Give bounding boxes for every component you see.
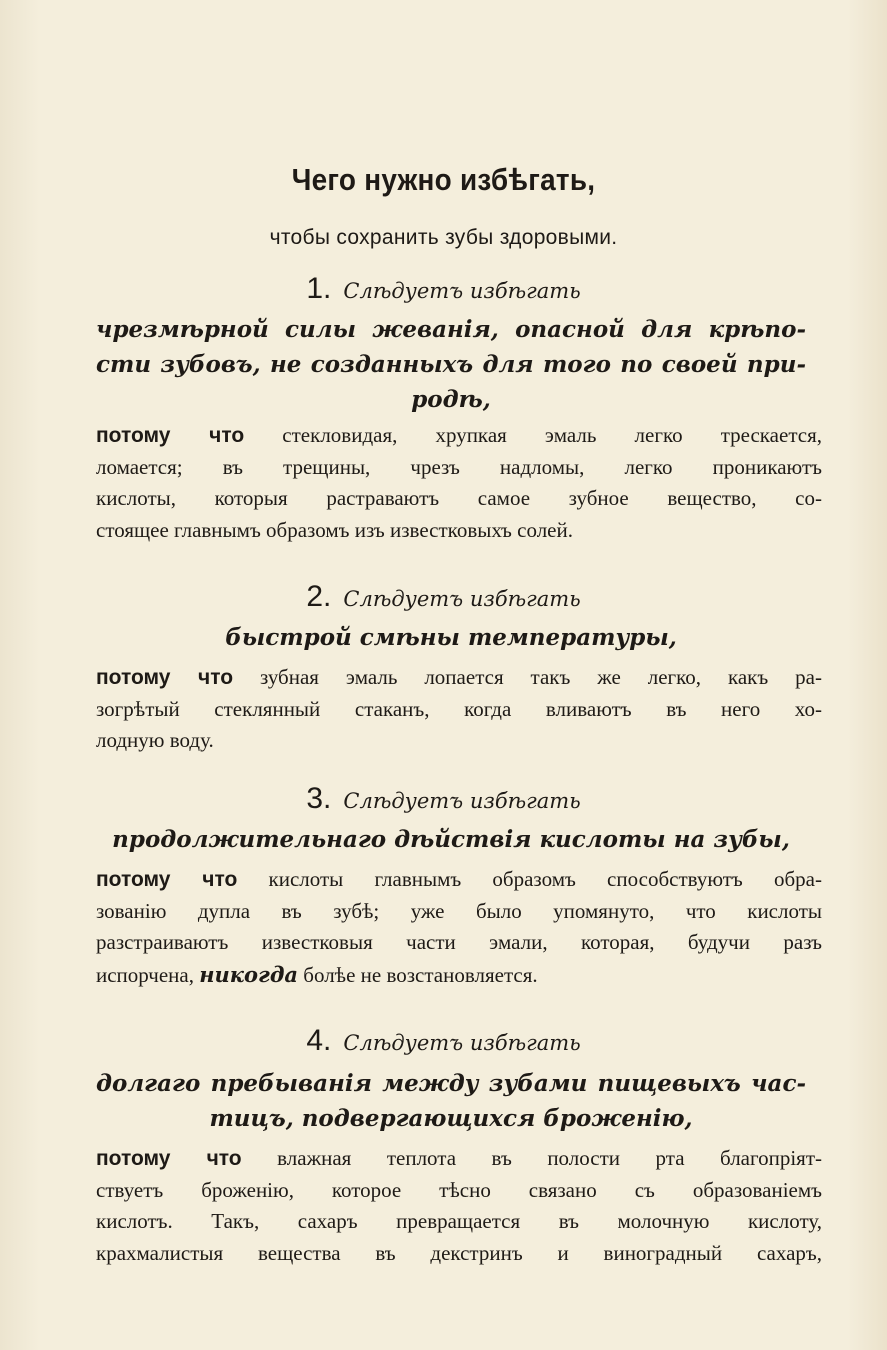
section-3-body — [96, 864, 822, 991]
section-2-heading — [96, 620, 806, 655]
section-3-header — [0, 782, 887, 816]
body-line — [96, 864, 822, 896]
section-lead: Слѣдуетъ избѣгать — [343, 1031, 581, 1055]
body-start: потому что — [96, 1147, 242, 1170]
emphasis-text: никогда — [199, 961, 299, 987]
section-number: 2. — [306, 580, 332, 613]
section-lead: Слѣдуетъ избѣгать — [343, 279, 581, 303]
body-line — [96, 959, 822, 992]
heading-line: быстрой смѣны температуры, — [225, 624, 677, 651]
section-4-heading — [96, 1066, 806, 1136]
section-lead: Слѣдуетъ избѣгать — [343, 789, 581, 813]
body-text: стекловидая, хрупкая эмаль легко трескается, — [244, 423, 822, 447]
body-line: ствуетъ броженію, которое тѣсно связано съ образованіемъ — [96, 1177, 822, 1202]
body-start: потому что — [96, 868, 238, 891]
heading-line: родѣ, — [411, 386, 491, 413]
heading-line: продолжительнаго дѣйствія кислоты на зубы, — [112, 826, 790, 853]
body-text: зубная эмаль лопается такъ же легко, какъ ра- — [233, 665, 822, 689]
body-line: лодную воду. — [96, 728, 214, 752]
section-number: 1. — [306, 272, 332, 305]
body-line: кислоты, которыя растрaваютъ самое зубное вещество, со- — [96, 486, 822, 510]
section-1-header — [0, 272, 887, 306]
section-2-header — [0, 580, 887, 614]
page-subtitle: чтобы сохранить зубы здоровыми. — [269, 226, 618, 249]
section-4-body — [96, 1143, 822, 1269]
section-number: 4. — [306, 1024, 332, 1057]
heading-line: тицъ, подвергающихся броженію, — [209, 1105, 693, 1132]
body-text: испорчена, — [96, 962, 200, 987]
section-1-body — [96, 420, 822, 546]
heading-line: долгаго пребыванія между зубами пищевыхъ час- — [96, 1070, 806, 1097]
body-start: потому что — [96, 666, 234, 689]
section-lead: Слѣдуетъ избѣгать — [343, 587, 581, 611]
section-3-heading — [96, 822, 806, 857]
heading-line: сти зубовъ, не созданныхъ для того по своей при- — [96, 351, 806, 378]
heading-line: чрезмѣрной силы жеванія, опасной для крѣпо- — [96, 316, 806, 343]
section-number: 3. — [306, 782, 332, 815]
body-start: потому что — [96, 424, 245, 447]
body-text: кислоты главнымъ образомъ способствуютъ обра- — [237, 867, 822, 891]
body-line: ломается; въ трещины, чрезъ надломы, легко проникаютъ — [96, 454, 822, 479]
body-text: болѣе не возстановляется. — [298, 962, 538, 987]
body-line: зованію дупла въ зубѣ; уже было упомянуто, что кислоты — [96, 898, 822, 923]
body-line: разстраиваютъ известковыя части эмали, которая, будучи разъ — [96, 930, 822, 954]
page-title: Чего нужно избѣгать, — [291, 162, 596, 197]
body-line: зогрѣтый стеклянный стаканъ, когда вливаютъ въ него хо- — [96, 696, 822, 721]
body-line — [96, 1143, 822, 1175]
body-text: влажная теплота въ полости рта благопріят- — [241, 1146, 822, 1170]
section-1-heading — [96, 312, 806, 417]
body-line — [96, 420, 822, 452]
body-line — [96, 662, 822, 694]
body-line: крахмалистыя вещества въ декстринъ и виноградный сахаръ, — [96, 1240, 822, 1265]
section-2-body — [96, 662, 822, 757]
body-line: стоящее главнымъ образомъ изъ известковыхъ солей. — [96, 517, 573, 542]
body-line: кислотъ. Такъ, сахаръ превращается въ молочную кислоту, — [96, 1209, 822, 1233]
section-4-header — [0, 1024, 887, 1058]
